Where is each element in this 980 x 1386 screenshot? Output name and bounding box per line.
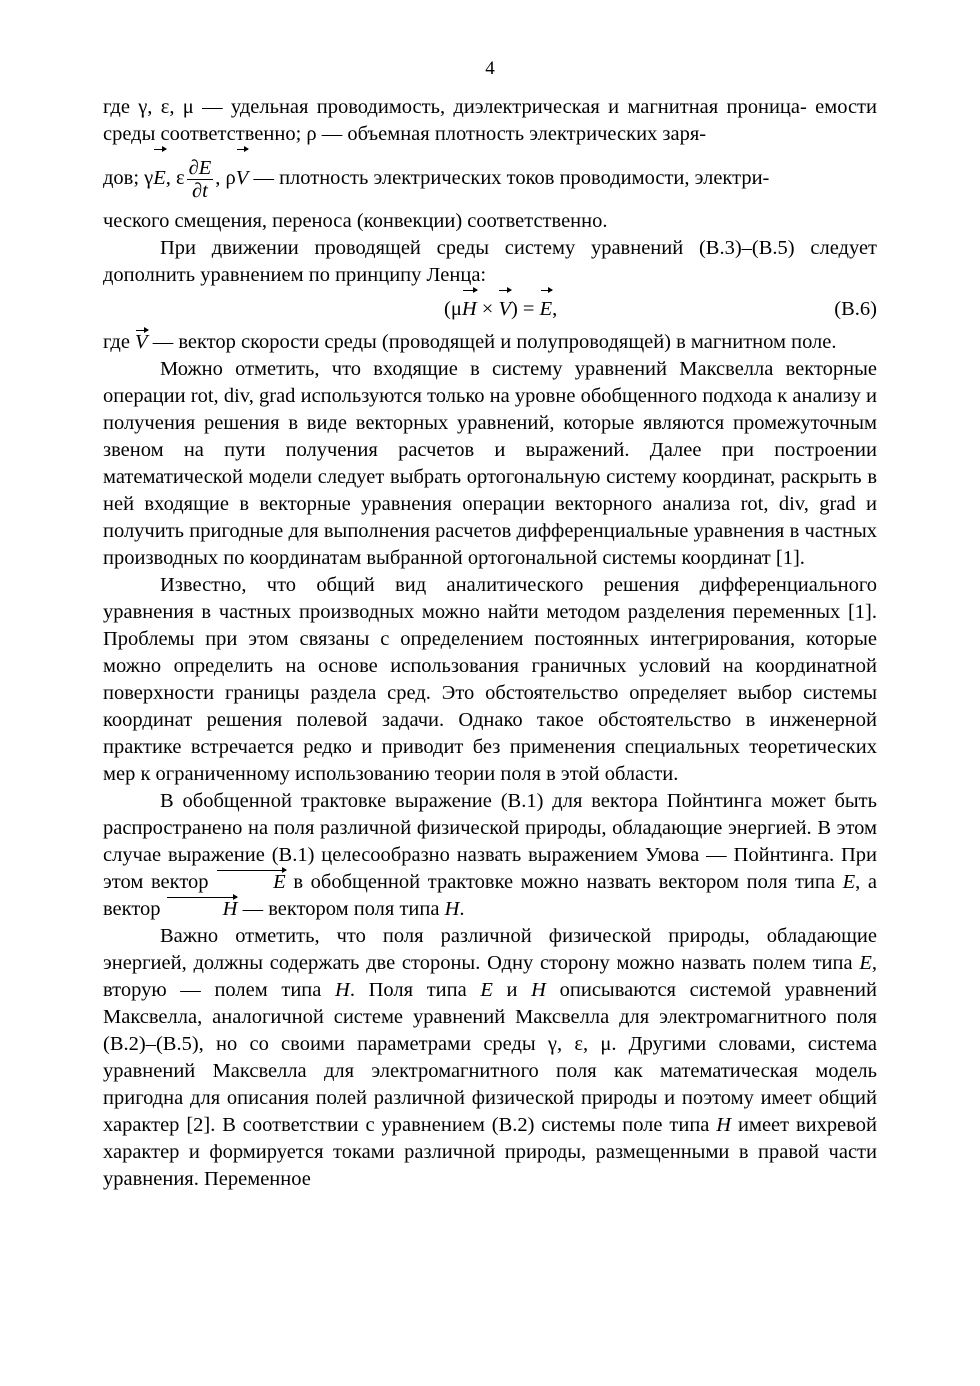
paragraph-1-formula-line: дов; γE, ε $\frac{\partial E}{\partial t}$ , ρV — плотность электрических токов проводимости, электри- [103, 148, 877, 208]
paragraph-3: где V — вектор скорости среды (проводящей и полупроводящей) в магнитном поле. [103, 329, 877, 356]
fraction-de-dt: $\frac{\partial E}{\partial t}$ [188, 156, 212, 202]
equation-b6 [103, 289, 877, 329]
equation-body: (μH × V) = E, [444, 289, 557, 329]
page-body [103, 94, 877, 1193]
paragraph-4: Можно отметить, что входящие в систему уравнений Максвелла векторные операции rot, div, grad используются только на уровне обобщенного подхода к анализу и получения решения в виде векторных уравнений, которые являются промежуточным звеном на пути получения расчетов и выражений. Далее при построении математической модели следует выбрать ортогональную систему координат, раскрыть в ней входящие в векторные уравнения операции векторного анализа rot, div, grad и получить пригодные для выполнения расчетов дифференциальные уравнения в частных производных по координатам выбранной ортогональной системы координат [1]. [103, 358, 877, 569]
paragraph-7: Важно отметить, что поля различной физической природы, обладающие энергией, должны содержать две стороны. Одну сторону можно назвать полем типа E, вторую — полем типа H. Поля типа E и H описываются системой уравнений Максвелла, аналогичной системе уравнений Максвелла для электромагнитного поля (В.2)–(В.5), но со своими параметрами среды γ, ε, μ. Другими словами, система уравнений Максвелла для электромагнитного поля как математическая модель пригодна для описания полей различной физической природы и поэтому имеет общий характер [2]. В соответствии с уравнением (В.2) системы поле типа H имеет вихревой характер и формируется токами различной природы, размещенными в правой части уравнения. Переменное [103, 925, 878, 1190]
paragraph-5: Известно, что общий вид аналитического решения дифференциального уравнения в частных производных можно найти методом разделения переменных [1]. Проблемы при этом связаны с определением постоянных интегрирования, которые можно определить на основе использования граничных условий на координатной поверхности границы раздела сред. Это обстоятельство определяет выбор системы координат решения полевой задачи. Однако такое обстоятельство в инженерной практике встречается редко и приводит без применения специальных теоретических мер к ограниченному использованию теории поля в этой области. [103, 574, 877, 785]
vector-v: V [236, 148, 249, 208]
equation-number: (В.6) [834, 298, 877, 320]
paragraph-1: где γ, ε, μ — удельная проводимость, диэлектрическая и магнитная проница- емости среды соответственно; ρ — объемная плотность электрических заря- [103, 96, 877, 145]
vector-e: E [153, 148, 166, 208]
paragraph-2: При движении проводящей среды систему уравнений (В.3)–(В.5) следует дополнить уравнением по принципу Ленца: [103, 237, 877, 286]
paragraph-1-end: ческого смещения, переноса (конвекции) соответственно. [103, 210, 608, 232]
paragraph-6: В обобщенной трактовке выражение (В.1) для вектора Пойнтинга может быть распространено на поля различной физической природы, обладающие энергией. В этом случае выражение (В.1) целесообразно назвать выражением Умова — Пойнтинга. При этом вектор E в обобщенной трактовке можно назвать вектором поля типа E, а вектор H — вектором поля типа H. [103, 788, 877, 923]
page-number: 4 [485, 58, 495, 79]
